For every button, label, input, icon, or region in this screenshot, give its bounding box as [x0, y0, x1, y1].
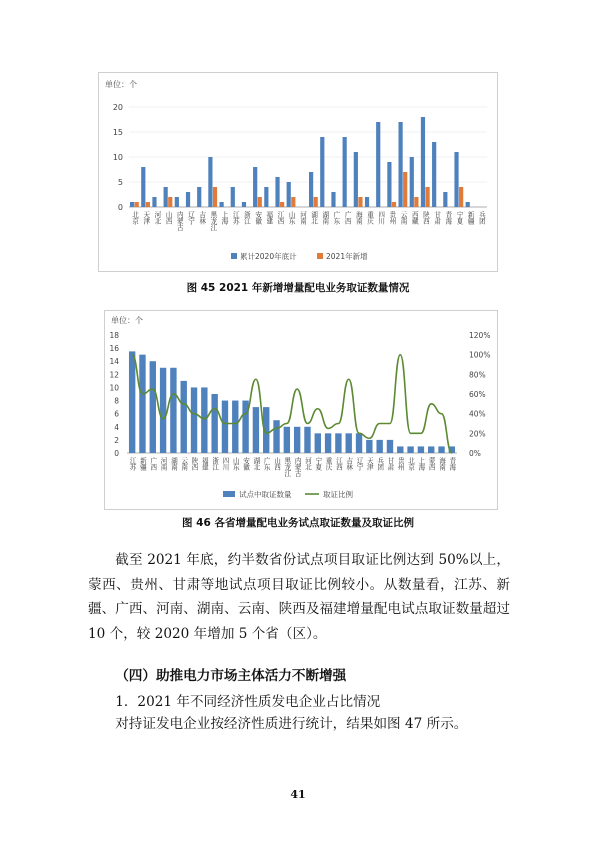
- bar-certified-count: [325, 433, 331, 453]
- y-tick-label: 14: [109, 357, 119, 367]
- bar-new: [459, 187, 463, 207]
- x-tick-label: 黑龙江: [208, 211, 217, 231]
- bar-new: [168, 197, 172, 207]
- legend-swatch: [317, 253, 323, 259]
- x-tick-label: 内蒙古: [175, 211, 184, 231]
- x-tick-label: 兵团: [477, 211, 486, 225]
- bar-cumulative: [432, 142, 436, 207]
- x-tick-label: 山西: [272, 457, 281, 471]
- x-tick-label: 重庆: [365, 211, 374, 225]
- y2-tick-label: 120%: [469, 331, 491, 340]
- bar-new: [213, 187, 217, 207]
- x-tick-label: 福建: [200, 457, 209, 471]
- bar-new: [414, 197, 418, 207]
- bar-cumulative: [264, 187, 268, 207]
- y-tick-label: 0: [117, 203, 123, 212]
- x-tick-label: 山东: [231, 457, 240, 471]
- bar-certified-count: [294, 427, 300, 453]
- bar-cumulative: [387, 162, 391, 207]
- bar-certified-count: [366, 440, 372, 453]
- bar-cumulative: [253, 167, 257, 207]
- figure-45-chart: [99, 73, 497, 271]
- bar-certified-count: [191, 387, 197, 453]
- bar-cumulative: [398, 122, 402, 207]
- bar-new: [280, 202, 284, 207]
- bar-cumulative: [164, 187, 168, 207]
- x-tick-label: 吉林: [197, 211, 206, 225]
- x-tick-label: 黑龙江: [282, 457, 291, 477]
- bar-cumulative: [130, 202, 134, 207]
- subsection-heading: 1．2021 年不同经济性质发电企业占比情况: [115, 694, 381, 710]
- bar-cumulative: [365, 197, 369, 207]
- x-tick-label: 广东: [262, 457, 271, 471]
- x-tick-label: 江西: [334, 457, 343, 471]
- x-tick-label: 湖南: [169, 457, 178, 471]
- bar-certified-count: [181, 381, 187, 453]
- bar-new: [146, 202, 150, 207]
- bar-cumulative: [287, 182, 291, 207]
- x-tick-label: 浙江: [210, 457, 219, 471]
- x-tick-label: 四川: [376, 211, 385, 225]
- x-tick-label: 天津: [365, 457, 374, 471]
- y-tick-label: 0: [114, 449, 119, 458]
- y-tick-label: 18: [109, 331, 119, 340]
- bar-certified-count: [428, 446, 434, 453]
- y-tick-label: 2: [114, 435, 119, 445]
- y2-tick-label: 0%: [469, 449, 481, 458]
- x-tick-label: 北京: [406, 457, 415, 471]
- y-tick-label: 10: [109, 383, 119, 393]
- legend-label: 累计2020年底计: [240, 252, 297, 261]
- y-tick-label: 15: [112, 128, 123, 137]
- legend-label: 试点中取证数量: [239, 490, 292, 499]
- x-tick-label: 江西: [276, 211, 285, 225]
- x-tick-label: 甘肃: [385, 457, 394, 471]
- bar-cumulative: [354, 152, 358, 207]
- bar-cumulative: [219, 202, 223, 207]
- bar-certified-count: [376, 440, 382, 453]
- y2-tick-label: 20%: [469, 429, 486, 439]
- bar-cumulative: [152, 197, 156, 207]
- bar-certified-count: [387, 440, 393, 453]
- bar-new: [403, 172, 407, 207]
- x-tick-label: 湖南: [320, 211, 329, 225]
- paragraph-1: 截至 2021 年底，约半数省份试点项目取证比例达到 50%以上，蒙西、贵州、甘肃等地试点项目取证比例较小。从数量看，江苏、新疆、广西、河南、湖南、云南、陕西及福建增量配电试点取证数量超过 10 个，较 2020 年增加 5 个省（区）。: [88, 552, 510, 642]
- bar-cumulative: [141, 167, 145, 207]
- bar-certified-count: [139, 355, 145, 453]
- bar-certified-count: [211, 394, 217, 453]
- x-tick-label: 河南: [159, 457, 168, 471]
- bar-cumulative: [443, 192, 447, 207]
- y2-tick-label: 40%: [469, 409, 486, 419]
- bar-certified-count: [160, 368, 166, 453]
- x-tick-label: 兵团: [375, 457, 384, 471]
- y-tick-label: 10: [112, 153, 123, 162]
- bar-certified-count: [201, 387, 207, 453]
- x-tick-label: 福建: [264, 211, 273, 225]
- y-axis-unit-label: 单位：个: [111, 316, 143, 325]
- x-tick-label: 重庆: [324, 457, 333, 471]
- x-tick-label: 上海: [416, 457, 425, 471]
- bar-certified-count: [346, 433, 352, 453]
- x-tick-label: 海南: [354, 211, 363, 225]
- bar-certified-count: [273, 420, 279, 453]
- y-axis-unit-label: 单位：个: [105, 80, 137, 89]
- x-tick-label: 甘肃: [432, 211, 441, 225]
- y2-tick-label: 60%: [469, 390, 486, 399]
- x-tick-label: 湖北: [309, 211, 318, 225]
- x-tick-label: 浙江: [242, 211, 251, 225]
- x-tick-label: 青海: [447, 457, 456, 471]
- x-tick-label: 江苏: [128, 457, 137, 471]
- bar-cumulative: [275, 177, 279, 207]
- x-tick-label: 安徽: [253, 211, 262, 225]
- figure-45: [98, 72, 498, 272]
- bar-cumulative: [186, 192, 190, 207]
- x-tick-label: 江苏: [231, 211, 240, 225]
- bar-certified-count: [284, 427, 290, 453]
- bar-new: [258, 197, 262, 207]
- bar-certified-count: [253, 407, 259, 453]
- x-tick-label: 云南: [179, 457, 188, 471]
- bar-cumulative: [466, 202, 470, 207]
- x-tick-label: 广东: [331, 211, 340, 225]
- bar-certified-count: [315, 433, 321, 453]
- y-tick-label: 4: [114, 422, 119, 432]
- x-tick-label: 河北: [303, 457, 312, 471]
- paragraph-2: 对持证发电企业按经济性质进行统计，结果如图 47 所示。: [115, 716, 468, 732]
- y-tick-label: 16: [109, 344, 119, 354]
- x-tick-label: 贵州: [396, 457, 405, 471]
- x-tick-label: 西藏: [410, 211, 419, 225]
- x-tick-label: 陕西: [421, 211, 430, 225]
- x-tick-label: 吉林: [344, 457, 353, 471]
- bar-cumulative: [376, 122, 380, 207]
- page-number: 41: [290, 788, 306, 801]
- y2-tick-label: 80%: [469, 370, 486, 380]
- x-tick-label: 湖北: [251, 457, 260, 471]
- x-tick-label: 天津: [141, 211, 150, 225]
- bar-cumulative: [208, 157, 212, 207]
- legend-label: 取证比例: [323, 490, 353, 499]
- bar-certified-count: [150, 361, 156, 453]
- bar-new: [135, 202, 139, 207]
- legend-label: 2021年新增: [326, 252, 368, 261]
- y-tick-label: 5: [117, 178, 123, 187]
- bar-certified-count: [335, 433, 341, 453]
- bar-cumulative: [410, 157, 414, 207]
- x-tick-label: 新疆: [138, 457, 147, 471]
- x-tick-label: 蒙西: [427, 457, 436, 471]
- x-tick-label: 宁夏: [455, 211, 464, 225]
- x-tick-label: 河北: [152, 211, 161, 225]
- figure-46: [104, 310, 498, 510]
- legend-swatch: [231, 253, 237, 259]
- x-tick-label: 河南: [298, 211, 307, 225]
- bar-certified-count: [232, 401, 238, 453]
- x-tick-label: 陕西: [190, 457, 199, 471]
- x-tick-label: 广西: [343, 211, 352, 225]
- bar-certified-count: [170, 368, 176, 453]
- bar-certified-count: [397, 446, 403, 453]
- bar-new: [392, 202, 396, 207]
- bar-cumulative: [197, 187, 201, 207]
- bar-cumulative: [421, 117, 425, 207]
- bar-cumulative: [242, 202, 246, 207]
- bar-cumulative: [454, 152, 458, 207]
- x-tick-label: 山东: [287, 211, 296, 225]
- figure-46-chart: [105, 311, 497, 509]
- x-tick-label: 广西: [148, 457, 157, 471]
- x-tick-label: 辽宁: [355, 457, 364, 471]
- bar-certified-count: [438, 446, 444, 453]
- bar-cumulative: [175, 197, 179, 207]
- x-tick-label: 辽宁: [186, 211, 195, 225]
- bar-cumulative: [343, 137, 347, 207]
- bar-new: [314, 197, 318, 207]
- x-tick-label: 贵州: [387, 211, 396, 225]
- bar-new: [291, 197, 295, 207]
- y2-tick-label: 100%: [469, 350, 491, 360]
- bar-certified-count: [129, 351, 135, 453]
- x-tick-label: 安徽: [241, 457, 250, 471]
- bar-certified-count: [222, 401, 228, 453]
- bar-new: [425, 187, 429, 207]
- x-tick-label: 青海: [443, 211, 452, 225]
- bar-certified-count: [418, 446, 424, 453]
- y-tick-label: 8: [114, 396, 119, 406]
- figure-45-caption: 图 45 2021 年新增增量配电业务取证数量情况: [186, 282, 410, 294]
- bar-cumulative: [231, 187, 235, 207]
- x-tick-label: 宁夏: [313, 457, 322, 471]
- bar-cumulative: [320, 137, 324, 207]
- x-tick-label: 内蒙古: [293, 457, 302, 477]
- bar-new: [358, 197, 362, 207]
- y-tick-label: 6: [114, 409, 119, 419]
- x-tick-label: 四川: [220, 457, 229, 471]
- bar-certified-count: [304, 427, 310, 453]
- figure-46-caption: 图 46 各省增量配电业务试点取证数量及取证比例: [182, 517, 414, 529]
- x-tick-label: 海南: [437, 457, 446, 471]
- x-tick-label: 新疆: [466, 211, 475, 225]
- bar-cumulative: [309, 172, 313, 207]
- section-heading: （四）助推电力市场主体活力不断增强: [115, 668, 347, 684]
- legend-swatch: [223, 491, 235, 497]
- x-tick-label: 云南: [399, 211, 408, 225]
- x-tick-label: 北京: [130, 211, 139, 225]
- ratio-line: [132, 355, 452, 453]
- y-tick-label: 20: [112, 103, 123, 112]
- bar-certified-count: [407, 446, 413, 453]
- x-tick-label: 上海: [220, 211, 229, 225]
- bar-cumulative: [331, 192, 335, 207]
- bar-certified-count: [356, 433, 362, 453]
- y-tick-label: 12: [109, 370, 119, 380]
- x-tick-label: 山西: [164, 211, 173, 225]
